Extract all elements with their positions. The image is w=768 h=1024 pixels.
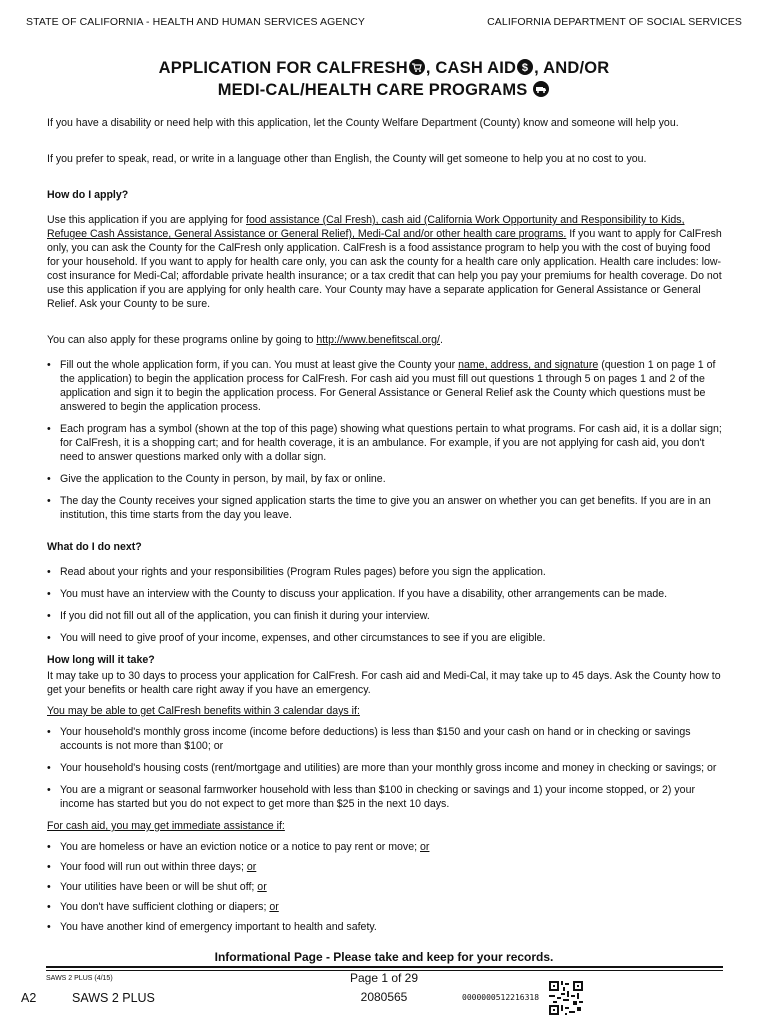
title-line-1: APPLICATION FOR CALFRESH , CASH AID $ , AND/OR <box>158 59 610 77</box>
list-item: • Your food will run out within three days; or <box>47 860 725 874</box>
title-line-2: MEDI-CAL/HEALTH CARE PROGRAMS <box>0 79 768 101</box>
ambulance-icon <box>533 81 549 97</box>
footer-rule <box>46 966 723 968</box>
list-item: • Your household's monthly gross income (income before deductions) is less than $150 and your cash on hand or in checking or savings accounts is not more than $100; or <box>47 725 725 753</box>
document-body <box>47 116 725 934</box>
benefitscal-link[interactable]: http://www.benefitscal.org/ <box>316 334 440 346</box>
list-item: • Your utilities have been or will be shut off; or <box>47 880 725 894</box>
barcode-number: 0000000512216318 <box>462 993 540 1002</box>
list-item: • Your household's housing costs (rent/mortgage and utilities) are more than your monthly gross income and money in checking or savings; or <box>47 761 725 775</box>
page-title <box>0 57 768 101</box>
form-code: 2080565 <box>360 990 408 1004</box>
next-list <box>47 565 725 645</box>
page-number: Page 1 of 29 <box>349 971 419 985</box>
list-item: • Each program has a symbol (shown at the top of this page) showing what questions pertain to what programs. For cash aid, it is a dollar sign; for CalFresh, it is a shopping cart; and for health coverage, it is an ambulance. For example, if you are not applying for cash aid, you don't need to answer questions marked only with a dollar sign. <box>47 422 725 464</box>
cash-aid-heading: For cash aid, you may get immediate assistance if: <box>47 820 285 832</box>
intro-disability: If you have a disability or need help with this application, let the County Welfare Department (County) know and someone will help you. <box>47 117 679 129</box>
list-item: • You are a migrant or seasonal farmworker household with less than $100 in checking or savings and 1) your income stopped, or 2) your income has started but you do not expect to get more than $25 in the next 10 days. <box>47 783 725 811</box>
qr-code-icon <box>549 981 583 1015</box>
intro-language: If you prefer to speak, read, or write in a language other than English, the County will get someone to help you at no cost to you. <box>47 153 647 165</box>
list-item: • You have another kind of emergency important to health and safety. <box>47 920 725 934</box>
how-apply-paragraph: Use this application if you are applying for food assistance (Cal Fresh), cash aid (California Work Opportunity and Responsibility to Kids, Refugee Cash Assistance, General Assistance or General Relief), Medi-Cal and/or other health care programs. If you want to apply for CalFresh only, you can ask the County for the CalFresh only application. CalFresh is a food assistance program to help you with the cost of buying food for your household. If you want to apply for health care only, you can ask the county for a health care only application. Health care includes: low-cost insurance for Medi-Cal; affordable private health insurance; or a tax credit that can help you pay your premiums for health coverage. Do not use this application if you are applying for only health care. Your County may have a separate application for General Assistance or General Relief. Ask your County to be sure. <box>47 214 722 310</box>
svg-text:$: $ <box>521 62 529 73</box>
how-long-paragraph: It may take up to 30 days to process your application for CalFresh. For cash aid and Medi-Cal, it may take up to 45 days. Ask the County how to get your benefits or health care right away if you have an emergency. <box>47 670 721 696</box>
form-id-saws: SAWS 2 PLUS <box>72 991 155 1005</box>
list-item: • You are homeless or have an eviction notice or a notice to pay rent or move; or <box>47 840 725 854</box>
list-item: • The day the County receives your signed application starts the time to give you an answer on whether you can get benefits. If you are in an institution, this time starts from the day you leave. <box>47 494 725 522</box>
cash-aid-list <box>47 840 725 934</box>
list-item: • Give the application to the County in person, by mail, by fax or online. <box>47 472 725 486</box>
next-heading: What do I do next? <box>47 541 142 553</box>
form-id-a2: A2 <box>21 991 37 1005</box>
shopping-cart-icon <box>409 59 425 75</box>
list-item: • Fill out the whole application form, if you can. You must at least give the County your name, address, and signature (question 1 on page 1 of the application) to begin the application process for CalFresh. For cash aid you must fill out questions 1 through 5 on pages 1 and 2 of the application and sign it to begin the application process. For General Assistance or General Relief ask the County which questions must be answered to begin the application process. <box>47 358 725 414</box>
list-item: • Read about your rights and your responsibilities (Program Rules pages) before you sign the application. <box>47 565 725 579</box>
list-item: • You will need to give proof of your income, expenses, and other circumstances to see if you are eligible. <box>47 631 725 645</box>
list-item: • You don't have sufficient clothing or diapers; or <box>47 900 725 914</box>
calfresh-expedited-heading: You may be able to get CalFresh benefits within 3 calendar days if: <box>47 705 360 717</box>
how-apply-heading: How do I apply? <box>47 189 129 201</box>
informational-page-note: Informational Page - Please take and keep for your records. <box>214 950 554 964</box>
agency-header: STATE OF CALIFORNIA - HEALTH AND HUMAN SERVICES AGENCY <box>26 16 365 28</box>
list-item: • If you did not fill out all of the application, you can finish it during your interview. <box>47 609 725 623</box>
calfresh-expedited-list <box>47 725 725 811</box>
how-apply-list <box>47 358 725 522</box>
online-paragraph: You can also apply for these programs online by going to http://www.benefitscal.org/. <box>47 334 443 346</box>
form-number: SAWS 2 PLUS (4/15) <box>46 975 113 982</box>
how-long-heading: How long will it take? <box>47 654 155 666</box>
department-header: CALIFORNIA DEPARTMENT OF SOCIAL SERVICES <box>487 16 742 28</box>
dollar-sign-icon <box>517 59 533 75</box>
list-item: • You must have an interview with the County to discuss your application. If you have a disability, other arrangements can be made. <box>47 587 725 601</box>
